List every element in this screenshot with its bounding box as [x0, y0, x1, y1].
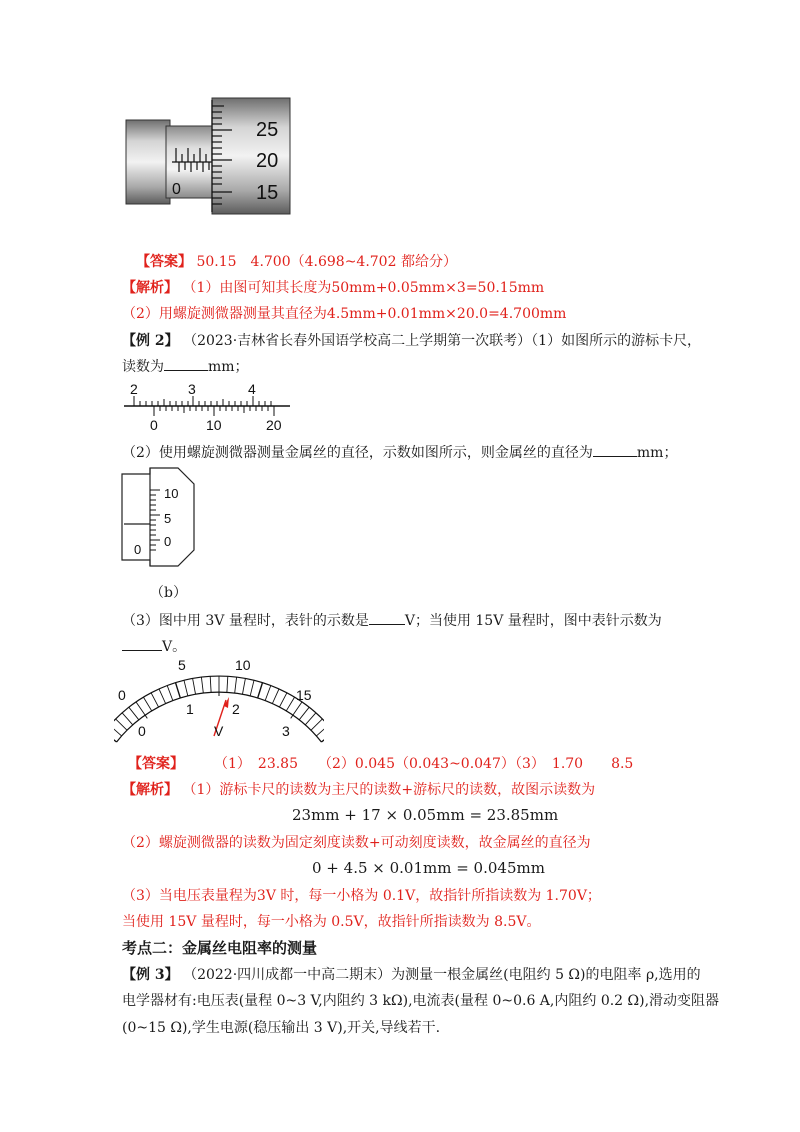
answer1-text: 50.15 4.700（4.698~4.702 都给分） — [196, 254, 457, 270]
caliper-vernier-label-0: 0 — [150, 417, 158, 432]
example2-q3-end: V。 — [162, 639, 187, 655]
answer2-part1: （1） 23.85 — [214, 756, 298, 772]
caliper-main-label-3: 3 — [188, 381, 196, 397]
analysis2-text1: （1）游标卡尺的读数为主尺的读数+游标尺的读数，故图示读数为 — [182, 782, 596, 798]
caliper-main-label-2: 2 — [130, 381, 138, 397]
dial-tick — [201, 677, 203, 693]
answer-blank-2 — [593, 442, 637, 457]
example2-line2-pre: 读数为 — [122, 359, 164, 375]
dial-tick — [116, 719, 127, 730]
dial-tick — [210, 676, 211, 692]
example2-question2 — [122, 442, 677, 463]
answer-blank-1 — [164, 356, 208, 371]
analysis2-tag: 【解析】 — [122, 782, 178, 798]
dial-tick — [299, 707, 309, 720]
micrometer-figure-2 — [120, 466, 200, 568]
analysis2-line3: （3）当电压表量程为3V 时，每一小格为 0.1V，故指针所指读数为 1.70V； — [122, 888, 601, 904]
dial-inner-label-3: 3 — [282, 723, 290, 739]
example3-line2: 电学器材有:电压表(量程 0~3 V,内阻约 3 kΩ),电流表(量程 0~0.6 A,内阻约 0.2 Ω),滑动变阻器 — [122, 993, 720, 1009]
example2-question3 — [122, 610, 662, 631]
vernier-caliper-figure — [122, 380, 297, 432]
analysis2-line2: （2）螺旋测微器的读数为固定刻度读数+可动刻度读数，故金属丝的直径为 — [122, 835, 591, 851]
dial-inner-label-1: 1 — [186, 701, 194, 717]
micrometer2-zero-label: 0 — [134, 542, 142, 557]
analysis2-equation2: 0 + 4.5 × 0.01mm = 0.045mm — [312, 859, 545, 877]
analysis2-line4: 当使用 15V 量程时，每一小格为 0.5V，故指针所指读数为 8.5V。 — [122, 914, 541, 930]
micrometer1-label-20: 20 — [256, 150, 279, 172]
dial-tick — [122, 713, 133, 725]
analysis1-line2: （2）用螺旋测微器测量其直径为4.5mm+0.01mm×20.0=4.700mm — [122, 306, 567, 322]
micrometer1-label-15: 15 — [256, 182, 279, 204]
dial-tick — [129, 707, 139, 720]
example2-tag: 【例 2】 — [122, 333, 179, 349]
dial-tick — [151, 693, 158, 707]
dial-tick — [265, 686, 271, 701]
example2-q2-pre: （2）使用螺旋测微器测量金属丝的直径，示数如图所示，则金属丝的直径为 — [122, 445, 593, 461]
example2-text1: （2023·吉林省长春外国语学校高二上学期第一次联考）（1）如图所示的游标卡尺， — [183, 333, 702, 349]
dial-tick — [305, 713, 316, 725]
answer2-part3: （3） 1.70 8.5 — [508, 756, 634, 772]
dial-tick — [114, 732, 117, 742]
micrometer2-label-10: 10 — [164, 486, 179, 501]
micrometer-figure-1 — [122, 96, 294, 218]
dial-unit-label: V — [214, 723, 224, 739]
dial-tick — [258, 683, 263, 698]
micrometer2-label-5: 5 — [164, 511, 172, 526]
dial-inner-label-0: 0 — [138, 723, 146, 739]
section-title: 考点二：金属丝电阻率的测量 — [122, 939, 318, 957]
example3-tag: 【例 3】 — [122, 967, 179, 983]
dial-tick — [193, 678, 196, 694]
dial-tick — [286, 697, 294, 711]
dial-outer-label-5: 5 — [178, 657, 186, 673]
dial-tick — [280, 693, 287, 707]
answer-blank-3 — [369, 610, 405, 625]
answer2-line — [128, 754, 184, 774]
caliper-vernier-label-10: 10 — [206, 417, 222, 432]
caliper-vernier-label-20: 20 — [266, 417, 282, 432]
dial-tick — [321, 732, 324, 742]
example3-text1: （2022·四川成都一中高二期末）为测量一根金属丝(电阻约 5 Ω)的电阻率 ρ,选用的 — [183, 967, 701, 983]
dial-tick — [311, 719, 322, 730]
dial-tick — [250, 680, 254, 696]
example3-line3: (0~15 Ω),学生电源(稳压输出 3 V),开关,导线若干. — [122, 1020, 441, 1036]
analysis2-equation1: 23mm + 17 × 0.05mm = 23.85mm — [292, 806, 559, 824]
answer1-tag: 【答案】 — [136, 254, 192, 270]
dial-inner-label-2: 2 — [232, 701, 240, 717]
example2-line2-post: mm； — [208, 359, 249, 375]
analysis2-line1 — [122, 780, 595, 800]
caliper-main-label-4: 4 — [248, 381, 256, 397]
micrometer1-label-25: 25 — [256, 119, 279, 141]
dial-tick — [227, 676, 228, 692]
dial-tick — [143, 697, 151, 711]
dial-tick — [243, 678, 246, 694]
dial-tick — [159, 689, 166, 704]
dial-tick — [184, 680, 188, 696]
dial-tick — [167, 686, 173, 701]
example3-line1 — [122, 965, 701, 985]
voltmeter-dial-figure — [114, 652, 324, 748]
analysis1-text1: （1）由图可知其长度为50mm+0.05mm×3=50.15mm — [182, 280, 545, 296]
answer1-line — [136, 252, 457, 272]
analysis1-line1 — [122, 278, 544, 298]
dial-tick — [114, 725, 122, 736]
example2-q2-post: mm； — [636, 445, 678, 461]
dial-tick — [136, 702, 145, 715]
answer-blank-4 — [122, 636, 162, 651]
answer2-tag: 【答案】 — [128, 756, 184, 772]
dial-tick — [272, 689, 279, 704]
micrometer2-caption: （b） — [150, 585, 187, 601]
answer2-part2: （2）0.045（0.043~0.047） — [318, 756, 515, 772]
dial-outer-label-0: 0 — [118, 687, 126, 703]
example2-line1 — [122, 331, 701, 351]
example2-q3-pre: （3）图中用 3V 量程时，表针的示数是 — [122, 613, 369, 629]
example2-line2 — [122, 356, 249, 377]
micrometer2-label-0: 0 — [164, 534, 172, 549]
micrometer1-zero-label: 0 — [172, 181, 181, 198]
dial-outer-label-10: 10 — [235, 657, 251, 673]
dial-tick — [293, 702, 302, 715]
dial-tick — [316, 725, 324, 736]
dial-tick — [176, 683, 181, 698]
dial-tick — [235, 677, 237, 693]
example2-q3-mid: V；当使用 15V 量程时，图中表针示数为 — [404, 613, 662, 629]
analysis1-tag: 【解析】 — [122, 280, 178, 296]
dial-outer-label-15: 15 — [296, 687, 312, 703]
